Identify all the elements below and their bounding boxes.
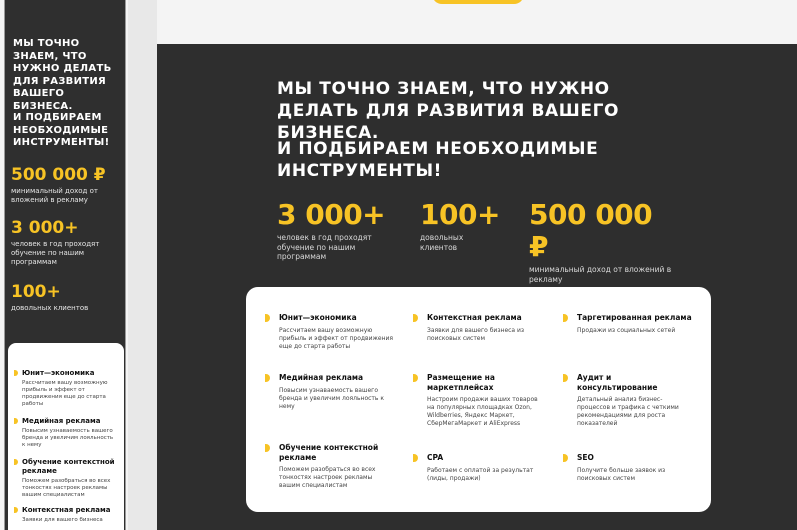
service-item[interactable] bbox=[563, 453, 693, 483]
service-desc: Заявки для вашего бизнеса из поисковых систем bbox=[427, 326, 525, 342]
service-desc: Рассчитаем вашу возможную прибыль и эффект от продвижения еще до старта работы bbox=[279, 326, 394, 350]
mobile-stat bbox=[11, 218, 121, 267]
service-title: Медийная реклама bbox=[265, 373, 395, 383]
service-item[interactable] bbox=[265, 373, 395, 411]
service-item[interactable] bbox=[413, 373, 543, 428]
service-desc: Повысим узнаваемость вашего бренда и увеличим лояльность к нему bbox=[22, 428, 114, 448]
service-item[interactable] bbox=[265, 313, 395, 351]
stat-desc: довольных клиентов bbox=[420, 233, 464, 252]
services-section bbox=[157, 44, 797, 530]
service-desc: Заявки для вашего бизнеса bbox=[22, 517, 103, 523]
stat-value: 500 000 ₽ bbox=[529, 198, 653, 263]
mobile-subheading: И ПОДБИРАЕМ НЕОБХОДИМЫЕ ИНСТРУМЕНТЫ! bbox=[13, 112, 110, 148]
service-item[interactable] bbox=[413, 453, 543, 483]
service-title: Таргетированная реклама bbox=[563, 313, 693, 323]
service-title: Юнит—экономика bbox=[265, 313, 395, 323]
service-title: Контекстная реклама bbox=[413, 313, 543, 323]
service-title: Аудит и консультирование bbox=[563, 373, 693, 392]
service-item[interactable] bbox=[563, 313, 693, 335]
stat-desc: человек в год проходят обучение по нашим программам bbox=[277, 233, 372, 261]
service-desc: Настроим продажи ваших товаров на популярных площадках Ozon, Wildberries, Яндекс Маркет, СберМегаМаркет и AliExpress bbox=[427, 396, 538, 427]
stat-value: 100+ bbox=[11, 282, 61, 302]
stat-desc: довольных клиентов bbox=[11, 304, 89, 312]
desktop-page bbox=[157, 0, 797, 530]
service-title: Медийная реклама bbox=[14, 417, 118, 426]
service-desc: Работаем с оплатой за результат (лиды, продажи) bbox=[427, 466, 534, 482]
section-heading: МЫ ТОЧНО ЗНАЕМ, ЧТО НУЖНО ДЕЛАТЬ ДЛЯ РАЗВИТИЯ ВАШЕГО БИЗНЕСА. bbox=[277, 79, 620, 143]
stat-block bbox=[420, 199, 500, 252]
stat-value: 500 000 ₽ bbox=[11, 165, 106, 185]
service-title: Обучение контекстной рекламе bbox=[14, 458, 118, 476]
stat-desc: минимальный доход от вложений в рекламу bbox=[529, 265, 672, 284]
services-card bbox=[246, 287, 711, 512]
service-desc: Детальный анализ бизнес-процессов и трафика с четкими рекомендациями для роста показателей bbox=[577, 396, 679, 427]
mobile-service-item[interactable] bbox=[14, 369, 118, 408]
stat-desc: человек в год проходят обучение по нашим программам bbox=[11, 240, 100, 266]
service-desc: Продажи из социальных сетей bbox=[577, 326, 676, 334]
stat-block bbox=[529, 199, 679, 284]
mobile-dark-section bbox=[4, 0, 126, 530]
service-title: CPA bbox=[413, 453, 543, 463]
service-title: SEO bbox=[563, 453, 693, 463]
service-title: Обучение контекстной рекламе bbox=[265, 443, 395, 462]
service-desc: Рассчитаем вашу возможную прибыль и эффект от продвижения еще до старта работы bbox=[22, 380, 108, 407]
service-title: Размещение на маркетплейсах bbox=[413, 373, 543, 392]
mobile-heading: МЫ ТОЧНО ЗНАЕМ, ЧТО НУЖНО ДЕЛАТЬ ДЛЯ РАЗВИТИЯ ВАШЕГО БИЗНЕСА. bbox=[13, 38, 112, 112]
mobile-service-item[interactable] bbox=[14, 458, 118, 499]
mobile-services-card bbox=[8, 343, 124, 530]
service-desc: Повысим узнаваемость вашего бренда и увеличим лояльность к нему bbox=[279, 386, 384, 410]
section-subheading: И ПОДБИРАЕМ НЕОБХОДИМЫЕ ИНСТРУМЕНТЫ! bbox=[277, 139, 599, 181]
stat-value: 3 000+ bbox=[277, 198, 386, 231]
stat-value: 3 000+ bbox=[11, 218, 79, 238]
service-title: Юнит—экономика bbox=[14, 369, 118, 378]
top-strip bbox=[157, 0, 797, 44]
mobile-service-item[interactable] bbox=[14, 417, 118, 449]
mobile-preview bbox=[0, 0, 128, 530]
service-item[interactable] bbox=[563, 373, 693, 428]
mobile-stat bbox=[11, 282, 121, 313]
stat-desc: минимальный доход от вложений в рекламу bbox=[11, 187, 98, 204]
service-desc: Получите больше заявок из поисковых систем bbox=[577, 466, 666, 482]
service-desc: Поможем разобраться во всех тонкостях настроек рекламы вашим специалистам bbox=[279, 466, 376, 489]
service-desc: Поможем разобраться во всех тонкостях настроек рекламы вашим специалистам bbox=[22, 478, 111, 498]
cta-button[interactable] bbox=[432, 0, 524, 4]
service-item[interactable] bbox=[265, 443, 395, 490]
service-title: Контекстная реклама bbox=[14, 506, 118, 515]
stat-value: 100+ bbox=[420, 198, 500, 231]
service-item[interactable] bbox=[413, 313, 543, 343]
stat-block bbox=[277, 199, 397, 262]
mobile-stat bbox=[11, 165, 121, 205]
mobile-service-item[interactable] bbox=[14, 506, 118, 524]
